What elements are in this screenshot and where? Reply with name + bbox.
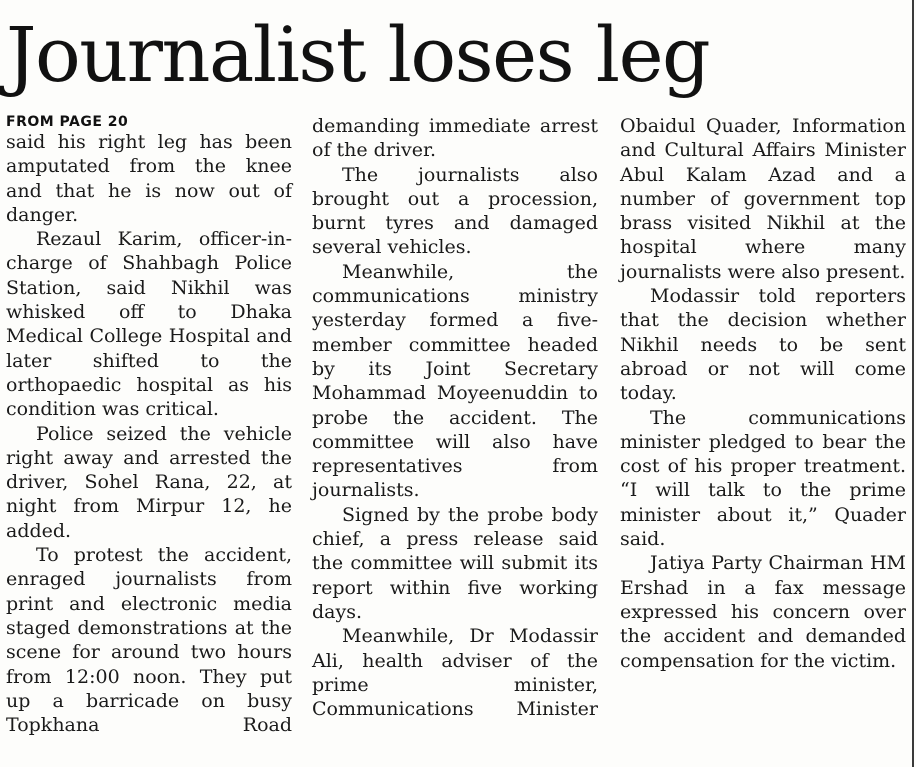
clipping-edge [912,0,914,767]
paragraph: Police seized the vehicle right away and arrested the driver, Sohel Rana, 22, at night from Mirpur 12, he added. [6,422,292,542]
article-column-2 [312,114,598,721]
article-column-1 [6,114,292,737]
paragraph: demanding immediate arrest of the driver. [312,115,598,162]
continued-from-label: FROM PAGE 20 [6,114,129,130]
paragraph: Rezaul Karim, officer-in-charge of Shahbagh Police Station, said Nikhil was whisked off to Dhaka Medical College Hospital and later shifted to the orthopaedic hospital as his condition was critical. [6,228,292,421]
paragraph: The communications minister pledged to bear the cost of his proper treatment. “I will talk to the prime minister about it,” Quader said. [620,406,906,551]
paragraph: Modassir told reporters that the decision whether Nikhil needs to be sent abroad or not will come today. [620,285,906,405]
paragraph: Signed by the probe body chief, a press release said the committee will submit its report within five working days. [312,503,598,623]
paragraph: Meanwhile, the communications ministry yesterday formed a five-member committee headed by its Joint Secretary Mohammad Moyeenuddin to probe the accident. The committee will also have representatives from journalists. [312,260,598,502]
article-column-3 [620,114,906,673]
paragraph: The journalists also brought out a procession, burnt tyres and damaged several vehicles. [312,163,598,259]
paragraph: Meanwhile, Dr Modassir Ali, health adviser of the prime minister, Communications Minister [312,625,598,721]
paragraph: Obaidul Quader, Information and Cultural Affairs Minister Abul Kalam Azad and a number of government top brass visited Nikhil at the hospital where many journalists were also present. [620,115,906,283]
paragraph: Jatiya Party Chairman HM Ershad in a fax message expressed his concern over the accident and demanded compensation for the victim. [620,552,906,672]
paragraph: said his right leg has been amputated from the knee and that he is now out of danger. [6,131,292,226]
paragraph: To protest the accident, enraged journalists from print and electronic media staged demonstrations at the scene for around two hours from 12:00 noon. They put up a barricade on busy Topkhana Road [6,544,292,737]
headline: Journalist loses leg [6,10,710,99]
